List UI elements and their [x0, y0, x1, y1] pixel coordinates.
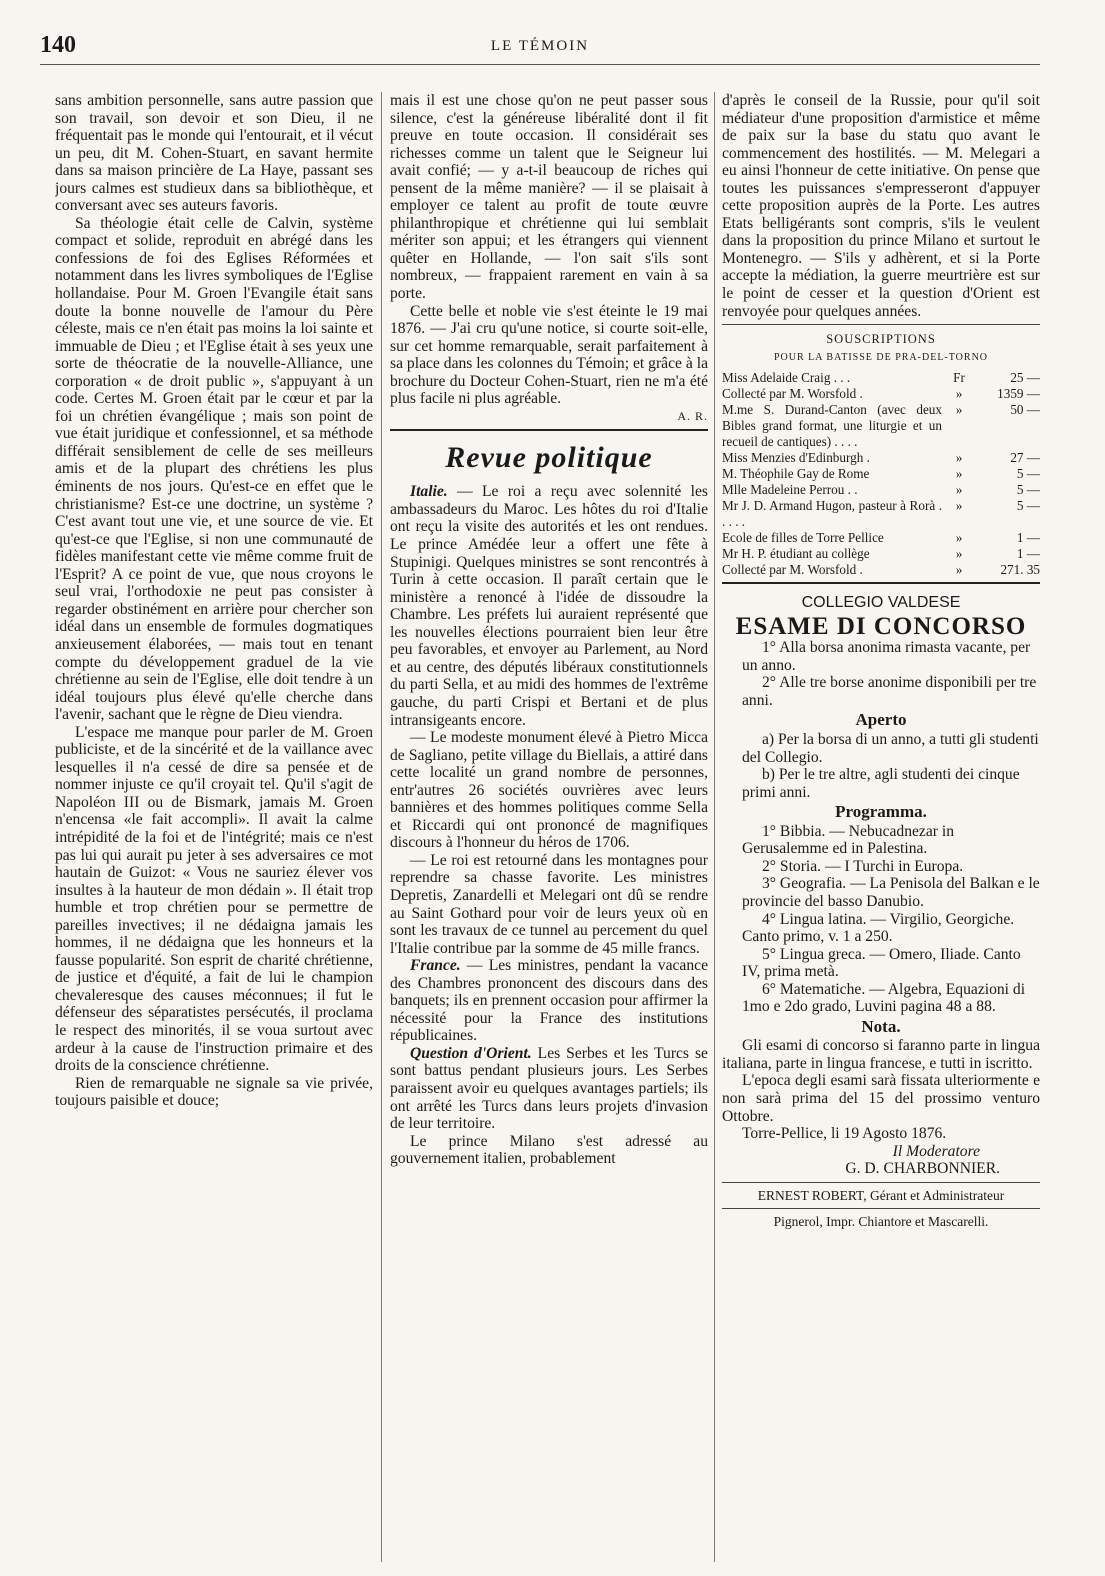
paragraph: L'espace me manque pour parler de M. Groen publiciste, et de la sincérité et de la vaillance avec lesquelles il n'a cessé de dire sa pensée et de nommer injuste ce qu'il croyait tel. Qu'il s'agit de Napoléon III ou de Bismark, jamais M. Groen n'encensa «le fait accompli». Il avait la calme intrépidité de la foi et de l'intégrité; mais ce n'est pas lui qui aurait pu jeter à ses adversaires ce mot hautain de Guizot: « Vous ne sauriez élever vos insultes à la hauteur de mon dédain ». Il était trop humble et trop chrétien pour se permettre de pareilles invectives; il ne dédaigna jamais les hommes, il ne dédaigna que les honneurs et la fausse popularité. Son esprit de charité chrétienne, de justice et d'équité, a fait de lui le champion chevaleresque des causes méconnues; il fut le défenseur des séparatistes persécutés, il proclama le respect des minorités, il se voua surtout avec ardeur à la cause de l'instruction primaire et des droits de la conscience chrétienne. — [55, 723, 373, 1075]
page-number: 140 — [40, 32, 76, 58]
rubric-italie: Italie. — [410, 483, 448, 501]
news-item-france: France. — Les ministres, pendant la vacance des Chambres prononcent des discours dans des banquets; ils en prennent occasion pour affirmer la nécessité pour la France des institutions républicaines. — [390, 957, 708, 1045]
column-left — [55, 92, 373, 1562]
divider — [722, 324, 1040, 325]
manager-line: ERNEST ROBERT, Gérant et Administrateur — [757, 1187, 1005, 1203]
list-item: Mr H. P. étudiant au collège » 1 — — [722, 546, 1040, 562]
divider — [722, 582, 1040, 584]
news-item-orient: Question d'Orient. Les Serbes et les Turcs se sont battus pendant plusieurs jours. Les Serbes paraissent avoir eu quelques avantages partiels; ils ont arrêté les Turcs dans leurs projets d'invasion de leur territoire. — [390, 1044, 708, 1133]
list-item: Collecté par M. Worsfold . » 271. 35 — [722, 562, 1040, 578]
list-item: 1° Bibbia. — Nebucadnezar in Gerusalemme ed in Palestina. — [742, 822, 954, 858]
moderator-name: G. D. CHARBONNIER. — [845, 1160, 1000, 1178]
list-item: Miss Adelaide Craig . . . Fr 25 — — [722, 370, 1040, 386]
list-item: a) Per la borsa di un anno, a tutti gli studenti del Collegio. — [742, 731, 1039, 766]
subscriptions-title: SOUSCRIPTIONS — [826, 332, 936, 347]
list-item: 5° Lingua greca. — Omero, Iliade. Canto IV, prima metà. — [742, 945, 1021, 981]
paragraph: sans ambition personnelle, sans autre passion que son travail, son devoir et son Dieu, il ne fréquentait pas le monde qui l'entourait, et il vécut un peu, dit M. Cohen-Stuart, en savant hermite dans sa maison princière de La Haye, passant ses jours calmes est studieux dans sa bibliothèque, et conversant avec ses auteurs favoris. — [55, 92, 373, 215]
paragraph: Le prince Milano s'est adressé au gouvernement italien, probablement — [390, 1132, 708, 1168]
college-title: COLLEGIO VALDESE — [801, 594, 961, 612]
moderator-title: Il Moderatore — [892, 1142, 980, 1160]
list-item: b) Per le tre altre, agli studenti dei cinque primi anni. — [742, 766, 1020, 801]
list-item: Mr J. D. Armand Hugon, pasteur à Rorà . . . . . » 5 — — [722, 498, 1040, 530]
exam-title: ESAME DI CONCORSO — [735, 612, 1027, 640]
page-header — [40, 30, 1040, 65]
column-divider — [381, 92, 382, 1562]
rubric-orient: Question d'Orient. — [410, 1044, 532, 1062]
news-item-italie: Italie. — Le roi a reçu avec solennité les ambassadeurs du Maroc. Les hôtes du roi d'Italie ont reçu la visite des autorités et les ont rendues. Le prince Amédée leur a offert une fête à Stupinigi. Quelques ministres se sont rencontrés à Turin à cette occasion. Il paraît certain que le ministère a renoncé à l'idée de dissoudre la Chambre. Les préfets lui auraient représenté que les nouvelles élections pourraient bien leur être peu favorables, et envoyer au Parlement, au Nord et au centre, des députés libéraux constitutionnels du parti Sella, et au midi des hommes de l'extrême gauche, du parti Crispi et Bertani et de plus intransigeants encore. — [390, 483, 708, 729]
column-right — [722, 92, 1040, 1562]
subscriptions-list — [722, 370, 1040, 578]
section-rule — [390, 429, 708, 431]
paragraph: — Le roi est retourné dans les montagnes pour reprendre sa chasse favorite. Les ministres Depretis, Zanardelli et Melegari ont dû se rendre au Saint Gothard pour voir de leurs yeux où en sont les travaux de ce tunnel au percement du quel l'Italie contribue par la somme de 45 mille francs. — [390, 851, 708, 957]
author-signature: A. R. — [677, 408, 708, 423]
nota-heading: Nota. — [861, 1016, 901, 1036]
list-item: Miss Menzies d'Edinburgh . » 27 — — [722, 450, 1040, 466]
paragraph: Gli esami di concorso si faranno parte in lingua italiana, parte in lingua francese, e tutti in iscritto. — [722, 1037, 1040, 1072]
paragraph: Sa théologie était celle de Calvin, système compact et solide, reproduit en abrégé dans les confessions de foi des Eglises Réformées et notamment dans les livres symboliques de l'Eglise hollandaise. Pour M. Groen l'Evangile était sans doute la bonne nouvelle de l'amour du Père céleste, mais ce n'en était pas moins la loi sainte et immuable de Dieu ; et l'Eglise était à ses yeux une sorte de théocratie de la nouvelle-Alliance, une corporation « de droit public », s'appuyant à un code. Certes M. Groen était par le cœur et par la foi un chrétien évangélique ; mais son point de vue était juridique et confessionnel, et sa méthode différait sensiblement de celle de ses meilleurs amis et de la plupart des chrétiens les plus éminents de nos jours. Qu'est-ce en effet que le christianisme? Est-ce une doctrine, un système ? C'est avant tout une vie, et une source de vie. Et qu'est-ce que l'Eglise, si non une communauté de fidèles manifestant cette vie même comme fruit de l'Esprit? A ce point de vue, que nous croyons le seul vrai, l'orthodoxie ne peut pas consister à regarder obstinément en arrière pour chercher son idéal dans un ensemble de formules dogmatiques anxieusement élaborées, — mais tout en tenant compte du développement graduel de la vie chrétienne au sein de l'Eglise, elle doit tendre à un idéal toujours plus élevé qu'elle cherche dans l'avenir, sachant que le règne de Dieu viendra. — [55, 214, 373, 724]
paragraph: Cette belle et noble vie s'est éteinte le 19 mai 1876. — J'ai cru qu'une notice, si courte soit-elle, sur cet homme remarquable, serait parfaitement à sa place dans les colonnes du Témoin; et grâce à la brochure du Docteur Cohen-Stuart, rien ne m'a été plus facile ni plus agréable. — [390, 302, 708, 408]
paragraph: L'epoca degli esami sarà fissata ulteriormente e non sarà prima del 15 del prossimo venturo Ottobre. — [722, 1072, 1040, 1125]
paragraph: mais il est une chose qu'on ne peut passer sous silence, c'est la généreuse libéralité dont il fit preuve en toute occasion. Il considérait ses richesses comme un talent que le Seigneur lui avait confié; — y a-t-il beaucoup de riches qui pensent de la même manière? — il se plaisait à employer ce talent au profit de toute œuvre philanthropique et chrétienne qui lui semblait mériter son appui; et les étrangers qui viennent quêter en Hollande, — l'on sait s'ils sont nombreux, — frappaient rarement en vain à sa porte. — [390, 92, 708, 303]
list-item: 3° Geografia. — La Penisola del Balkan e le provincie del basso Danubio. — [742, 875, 1040, 910]
list-item: 2° Alle tre borse anonime disponibili per tre anni. — [742, 674, 1037, 709]
list-item: 6° Matematiche. — Algebra, Equazioni di 1mo e 2do grado, Luvini pagina 48 a 88. — [742, 980, 1026, 1016]
list-item: Ecole de filles de Torre Pellice » 1 — — [722, 530, 1040, 546]
journal-title: LE TÉMOIN — [490, 38, 590, 54]
paragraph: — Le modeste monument élevé à Pietro Micca de Sagliano, petite village du Biellais, a attiré dans cette localité un grand nombre de personnes, entr'autres 26 sociétés ouvrières avec leurs bannières et des hommes politiques comme Sella et Riccardi qui ont prononcé de magnifiques discours à l'honneur du héros de 1706. — [390, 729, 708, 852]
place-date: Torre-Pellice, li 19 Agosto 1876. — [742, 1125, 947, 1143]
divider — [722, 1208, 1040, 1209]
programma-heading: Programma. — [835, 802, 927, 822]
section-title: Revue politique — [445, 441, 653, 475]
list-item: M.me S. Durand-Canton (avec deux Bibles grand format, une liturgie et un recueil de cantiques) . . . . » 50 — — [722, 402, 1040, 450]
paragraph: Rien de remarquable ne signale sa vie privée, toujours paisible et douce; — [55, 1074, 373, 1110]
divider — [722, 1182, 1040, 1183]
list-item: Collecté par M. Worsfold . » 1359 — — [722, 386, 1040, 402]
list-item: M. Théophile Gay de Rome » 5 — — [722, 466, 1040, 482]
printer-line: Pignerol, Impr. Chiantore et Mascarelli. — [773, 1214, 989, 1230]
subscriptions-subtitle: POUR LA BATISSE DE PRA-DEL-TORNO — [773, 351, 989, 363]
column-divider — [714, 92, 715, 1562]
paragraph: d'après le conseil de la Russie, pour qu'il soit médiateur d'une proposition d'armistice et même de paix sur la base du statu quo avant le commencement des hostilités. — M. Melegari a eu ainsi l'honneur de cette initiative. On pense que toutes les puissances s'empresseront d'appuyer cette proposition auprès de la Porte. Les autres Etats belligérants sont compris, s'ils le veulent dans la proposition du prince Milano et surtout le Montenegro. — S'ils y adhèrent, et si la Porte accepte la médiation, la guerre meurtrière est sur le point de cesser et la question d'Orient est renvoyée pour quelques années. — [722, 92, 1040, 320]
list-item: Mlle Madeleine Perrou . . » 5 — — [722, 482, 1040, 498]
list-item: 4° Lingua latina. — Virgilio, Georgiche. Canto primo, v. 1 a 250. — [742, 910, 1015, 946]
list-item: 2° Storia. — I Turchi in Europa. — [762, 857, 964, 875]
aperto-heading: Aperto — [855, 710, 907, 730]
rubric-france: France. — [410, 957, 461, 975]
list-item: 1° Alla borsa anonima rimasta vacante, per un anno. — [742, 639, 1031, 674]
column-middle — [390, 92, 708, 1562]
